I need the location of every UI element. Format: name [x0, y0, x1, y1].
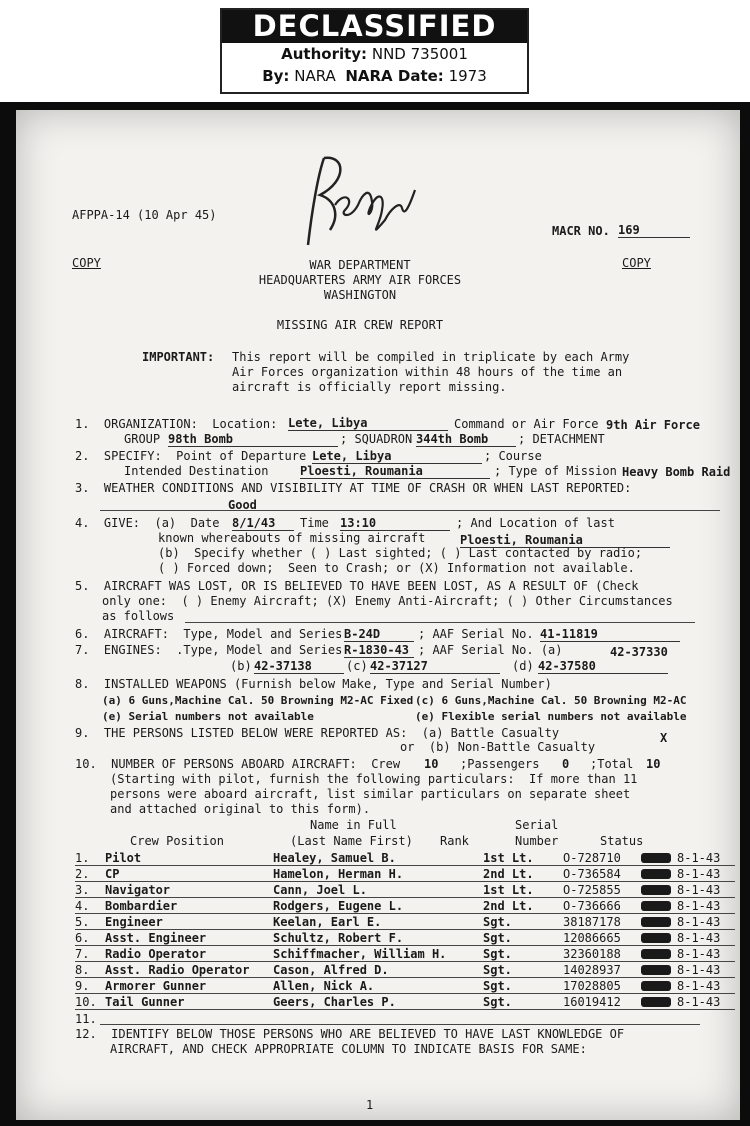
crew-position: Tail Gunner	[105, 995, 185, 1009]
item-6-value: B-24D	[344, 627, 414, 642]
item-10-label: 10. NUMBER OF PERSONS ABOARD AIRCRAFT: Crew	[75, 757, 401, 771]
header-status: Status	[600, 834, 644, 848]
crew-rank: 2nd Lt.	[483, 867, 534, 881]
redaction-mark	[641, 853, 671, 863]
item-10-instructions-2: persons were aboard aircraft, list similar particulars on separate sheet	[110, 787, 631, 801]
item-10-instructions-1: (Starting with pilot, furnish the following particulars: If more than 11	[110, 772, 638, 786]
item-7-serial-label: ; AAF Serial No. (a)	[418, 643, 563, 657]
item-6-label: 6. AIRCRAFT: Type, Model and Series	[75, 627, 343, 641]
item-8-d: (e) Flexible serial numbers not available	[415, 710, 687, 723]
item-1-command-label: Command or Air Force	[454, 417, 599, 431]
copy-right: COPY	[622, 256, 651, 270]
row-underline	[75, 961, 735, 962]
crew-row	[75, 883, 735, 899]
item-9-b: or (b) Non-Battle Casualty	[400, 740, 596, 754]
macr-label: MACR NO.	[552, 224, 610, 238]
row-underline	[75, 945, 735, 946]
crew-status: 8-1-43	[677, 963, 721, 977]
item-10-crew: 10	[424, 757, 439, 771]
row-underline	[75, 865, 735, 866]
item-7-c: 42-37127	[370, 659, 500, 674]
declassified-stamp	[220, 8, 529, 94]
crew-serial: O-725855	[563, 883, 621, 897]
item-4-c: ( ) Forced down; Seen to Crash; or (X) Information not available.	[158, 561, 635, 575]
redaction-mark	[641, 917, 671, 927]
item-7-label: 7. ENGINES: .Type, Model and Series	[75, 643, 343, 657]
crew-name: Schiffmacher, William H.	[273, 947, 447, 961]
item-7-c-label: (c)	[346, 659, 368, 673]
row-underline	[75, 1009, 735, 1010]
row-underline	[75, 929, 735, 930]
crew-status: 8-1-43	[677, 883, 721, 897]
page-number: 1	[366, 1098, 374, 1112]
row-underline	[75, 913, 735, 914]
crew-name: Schultz, Robert F.	[273, 931, 404, 945]
crew-position: Engineer	[105, 915, 163, 929]
crew-number: 6.	[75, 931, 90, 945]
form-title: MISSING AIR CREW REPORT	[276, 318, 444, 332]
item-5-underline	[185, 622, 695, 623]
crew-serial: 32360188	[563, 947, 621, 961]
crew-number: 7.	[75, 947, 90, 961]
important-label: IMPORTANT:	[142, 350, 215, 364]
header-name-2: (Last Name First)	[290, 834, 413, 848]
crew-row	[75, 867, 735, 883]
redaction-mark	[641, 965, 671, 975]
item-7-d: 42-37580	[538, 659, 668, 674]
item-3-value: Good	[228, 498, 257, 512]
item-2-departure: Lete, Libya	[312, 449, 482, 464]
dept-line-1: WAR DEPARTMENT	[309, 258, 411, 272]
crew-number: 9.	[75, 979, 90, 993]
crew-position: CP	[105, 867, 120, 881]
crew-serial: 38187178	[563, 915, 621, 929]
important-text-3: aircraft is officially report missing.	[232, 380, 507, 394]
item-4-known-label: known whereabouts of missing aircraft	[158, 531, 426, 545]
copy-left: COPY	[72, 256, 101, 270]
crew-number: 3.	[75, 883, 90, 897]
header-serial-1: Serial	[515, 818, 559, 832]
item-4-location-label: ; And Location of last	[456, 516, 615, 530]
crew-row	[75, 947, 735, 963]
item-10-passengers: 0	[562, 757, 570, 771]
item-1-label: 1. ORGANIZATION: Location:	[75, 417, 278, 431]
item-7-b: 42-37138	[254, 659, 344, 674]
redaction-mark	[641, 885, 671, 895]
crew-status: 8-1-43	[677, 915, 721, 929]
item-5-options: only one: ( ) Enemy Aircraft; (X) Enemy Anti-Aircraft; ( ) Other Circumstances	[102, 594, 673, 608]
stamp-authority: Authority: NND 735001	[281, 45, 468, 63]
row-underline	[75, 977, 735, 978]
redaction-mark	[641, 997, 671, 1007]
crew-position: Bombardier	[105, 899, 178, 913]
crew-rank: 2nd Lt.	[483, 899, 534, 913]
row-underline	[75, 993, 735, 994]
crew-serial: 14028937	[563, 963, 621, 977]
item-2-course-label: ; Course	[484, 449, 542, 463]
item-1-detachment-label: ; DETACHMENT	[518, 432, 605, 446]
item-7-value: R-1830-43	[344, 643, 414, 658]
crew-name: Hamelon, Herman H.	[273, 867, 404, 881]
item-10-total-label: ;Total	[590, 757, 634, 771]
crew-serial: O-736584	[563, 867, 621, 881]
crew-name: Cann, Joel L.	[273, 883, 367, 897]
crew-name: Cason, Alfred D.	[273, 963, 389, 977]
item-1-squadron-value: 344th Bomb	[416, 432, 516, 447]
crew-serial: 12086665	[563, 931, 621, 945]
crew-status: 8-1-43	[677, 979, 721, 993]
crew-rank: Sgt.	[483, 931, 512, 945]
item-9-value: X	[660, 731, 668, 745]
item-3-underline	[100, 510, 720, 511]
item-4-date: 8/1/43	[232, 516, 294, 531]
header-position: Crew Position	[130, 834, 224, 848]
crew-position: Armorer Gunner	[105, 979, 207, 993]
item-1-location: Lete, Libya	[288, 416, 448, 431]
crew-status: 8-1-43	[677, 995, 721, 1009]
redaction-mark	[641, 901, 671, 911]
crew-rank: 1st Lt.	[483, 883, 534, 897]
item-10-total: 10	[646, 757, 661, 771]
item-4-label: 4. GIVE: (a) Date	[75, 516, 220, 530]
stamp-by: By: NARA NARA Date: 1973	[262, 67, 487, 85]
item-7-a: 42-37330	[610, 645, 668, 659]
stamp-title: DECLASSIFIED	[222, 10, 527, 43]
crew-name: Rodgers, Eugene L.	[273, 899, 404, 913]
crew-number: 10.	[75, 995, 97, 1009]
crew-number: 8.	[75, 963, 90, 977]
crew-rank: Sgt.	[483, 995, 512, 1009]
item-9-label: 9. THE PERSONS LISTED BELOW WERE REPORTED AS: (a) Battle Casualty	[75, 726, 560, 740]
item-2-destination-label: Intended Destination	[124, 464, 269, 478]
item-8-a: (a) 6 Guns,Machine Cal. 50 Browning M2-AC Fixed	[102, 694, 414, 707]
crew-name: Keelan, Earl E.	[273, 915, 382, 929]
crew-position: Radio Operator	[105, 947, 207, 961]
crew-row	[75, 851, 735, 867]
important-text-1: This report will be compiled in triplicate by each Army	[232, 350, 630, 364]
crew-number: 2.	[75, 867, 90, 881]
crew-position: Navigator	[105, 883, 171, 897]
row-underline	[75, 897, 735, 898]
crew-row	[75, 915, 735, 931]
item-11-label: 11.	[75, 1012, 97, 1026]
crew-row	[75, 963, 735, 979]
crew-status: 8-1-43	[677, 931, 721, 945]
redaction-mark	[641, 933, 671, 943]
item-8-b: (c) 6 Guns,Machine Cal. 50 Browning M2-AC	[415, 694, 687, 707]
item-12-label: 12. IDENTIFY BELOW THOSE PERSONS WHO ARE BELIEVED TO HAVE LAST KNOWLEDGE OF	[75, 1027, 625, 1041]
item-8-label: 8. INSTALLED WEAPONS (Furnish below Make, Type and Serial Number)	[75, 677, 552, 691]
crew-serial: O-728710	[563, 851, 621, 865]
item-7-d-label: (d)	[512, 659, 534, 673]
item-2-type-value: Heavy Bomb Raid	[622, 465, 731, 479]
item-8-c: (e) Serial numbers not available	[102, 710, 314, 723]
crew-number: 1.	[75, 851, 90, 865]
item-4-b: (b) Specify whether ( ) Last sighted; ( ) Last contacted by radio;	[158, 546, 643, 560]
crew-position: Pilot	[105, 851, 142, 865]
item-5-follows: as follows	[102, 609, 175, 623]
crew-row	[75, 995, 735, 1011]
item-12-instructions: AIRCRAFT, AND CHECK APPROPRIATE COLUMN TO INDICATE BASIS FOR SAME:	[110, 1042, 587, 1056]
macr-value: 169	[618, 223, 690, 238]
item-2-destination-value: Ploesti, Roumania	[300, 464, 490, 479]
form-id: AFPPA-14 (10 Apr 45)	[72, 208, 217, 222]
crew-status: 8-1-43	[677, 867, 721, 881]
crew-serial: 16019412	[563, 995, 621, 1009]
item-10-instructions-3: and attached original to this form).	[110, 802, 371, 816]
crew-rank: Sgt.	[483, 963, 512, 977]
crew-position: Asst. Radio Operator	[105, 963, 250, 977]
redaction-mark	[641, 949, 671, 959]
crew-serial: O-736666	[563, 899, 621, 913]
row-underline	[75, 881, 735, 882]
handwritten-name	[290, 150, 430, 260]
crew-status: 8-1-43	[677, 899, 721, 913]
crew-rank: Sgt.	[483, 947, 512, 961]
crew-rank: 1st Lt.	[483, 851, 534, 865]
item-5-label: 5. AIRCRAFT WAS LOST, OR IS BELIEVED TO HAVE BEEN LOST, AS A RESULT OF (Check	[75, 579, 639, 593]
redaction-mark	[641, 981, 671, 991]
item-1-group-label: GROUP	[124, 432, 161, 446]
item-6-serial-label: ; AAF Serial No.	[418, 627, 534, 641]
item-1-group-value: 98th Bomb	[168, 432, 338, 447]
crew-position: Asst. Engineer	[105, 931, 207, 945]
dept-line-2: HEADQUARTERS ARMY AIR FORCES	[258, 273, 462, 287]
crew-name: Healey, Samuel B.	[273, 851, 396, 865]
crew-name: Geers, Charles P.	[273, 995, 396, 1009]
item-3-label: 3. WEATHER CONDITIONS AND VISIBILITY AT TIME OF CRASH OR WHEN LAST REPORTED:	[75, 481, 632, 495]
item-2-type-label: ; Type of Mission	[494, 464, 617, 478]
crew-row	[75, 899, 735, 915]
item-7-b-label: (b)	[230, 659, 252, 673]
item-6-serial-value: 41-11819	[540, 627, 680, 642]
crew-row	[75, 979, 735, 995]
item-4-time: 13:10	[340, 516, 450, 531]
crew-status: 8-1-43	[677, 947, 721, 961]
item-4-known-value: Ploesti, Roumania	[460, 533, 670, 548]
crew-serial: 17028805	[563, 979, 621, 993]
item-4-time-label: Time	[300, 516, 329, 530]
crew-rank: Sgt.	[483, 979, 512, 993]
crew-row	[75, 931, 735, 947]
crew-name: Allen, Nick A.	[273, 979, 375, 993]
dept-line-3: WASHINGTON	[323, 288, 397, 302]
redaction-mark	[641, 869, 671, 879]
crew-rank: Sgt.	[483, 915, 512, 929]
crew-number: 5.	[75, 915, 90, 929]
item-1-command-value: 9th Air Force	[606, 418, 700, 432]
header-rank: Rank	[440, 834, 469, 848]
header-name-1: Name in Full	[310, 818, 397, 832]
item-2-label: 2. SPECIFY: Point of Departure	[75, 449, 307, 463]
header-serial-2: Number	[515, 834, 559, 848]
crew-status: 8-1-43	[677, 851, 721, 865]
item-10-passengers-label: ;Passengers	[460, 757, 540, 771]
important-text-2: Air Forces organization within 48 hours of the time an	[232, 365, 623, 379]
item-1-squadron-label: ; SQUADRON	[340, 432, 413, 446]
crew-number: 4.	[75, 899, 90, 913]
item-11-underline	[100, 1024, 700, 1025]
